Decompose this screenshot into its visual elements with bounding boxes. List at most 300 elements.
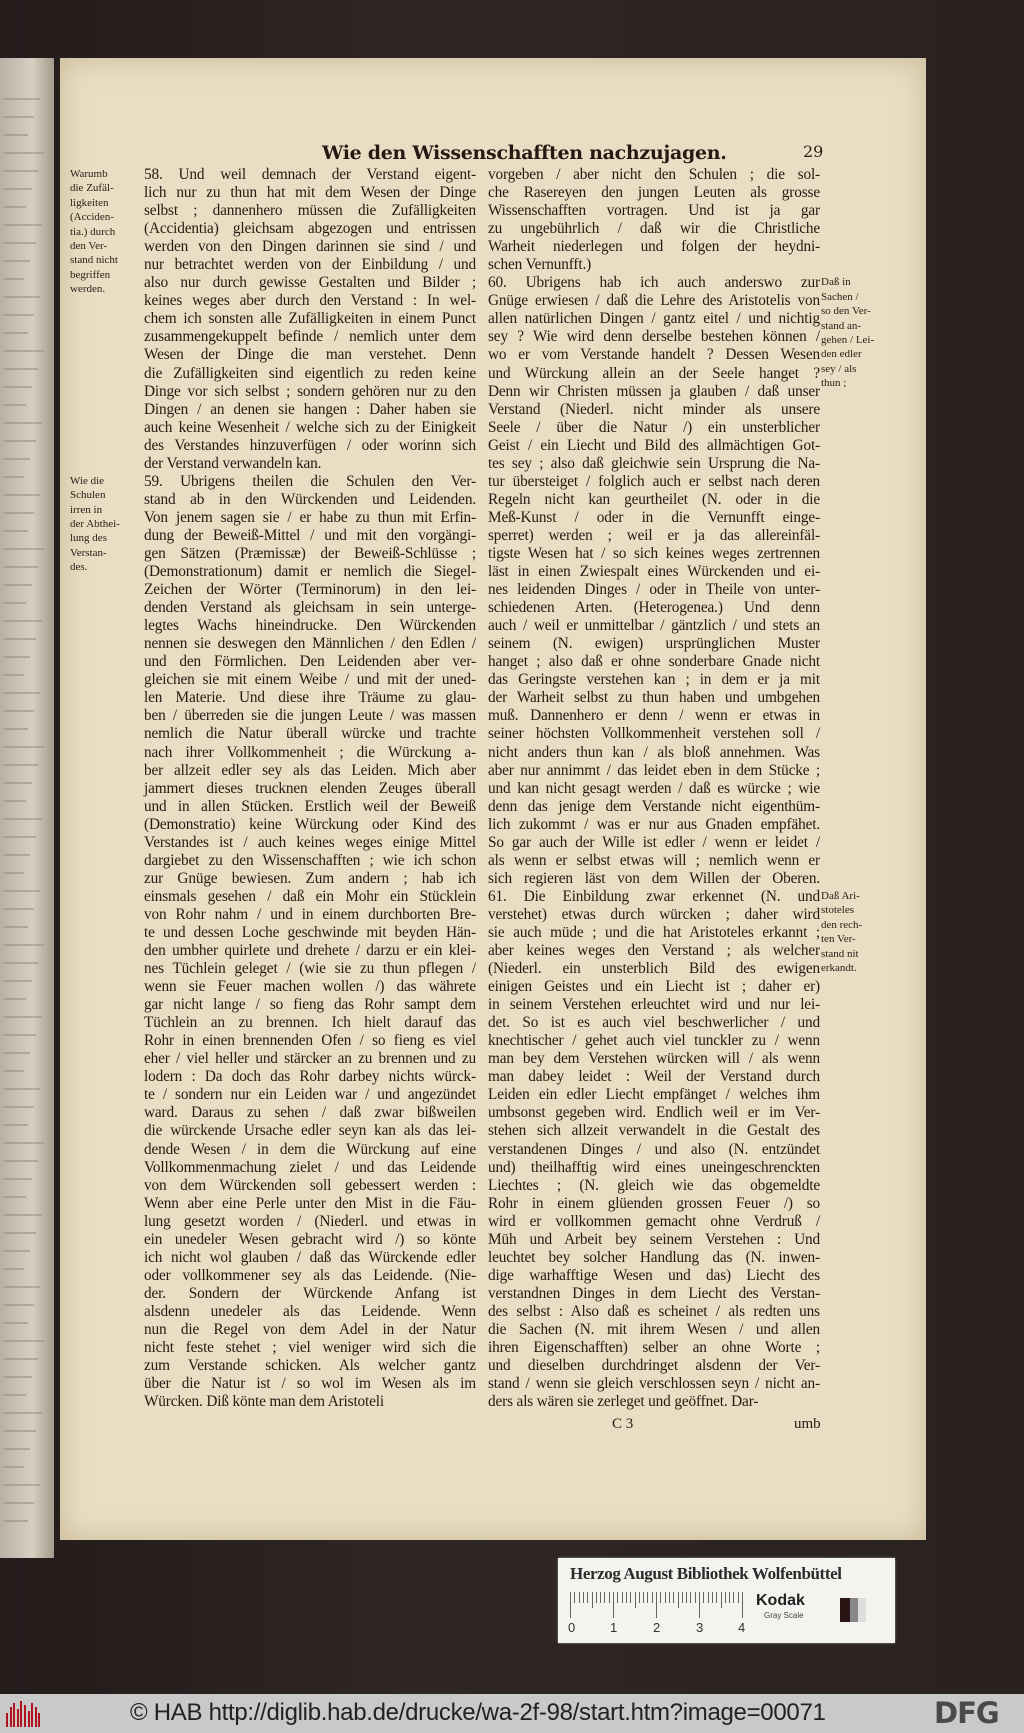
- text-line: nes leidenden Dinges / oder in Theile von unter-: [488, 581, 820, 599]
- margin-note-line: des.: [70, 561, 88, 574]
- text-line: keines weges aber durch den Verstand : In wel-: [144, 292, 476, 310]
- bleed-through-line: [4, 782, 32, 784]
- text-line: nemlich die Natur überall würcke und trachte: [144, 725, 476, 743]
- text-line: und dieselben durchdringet alsdenn der Ver-: [488, 1357, 820, 1375]
- text-line: alsdenn unedeler als das Leidende. Wenn: [144, 1302, 476, 1320]
- text-line: läst in einen Zwiespalt eines Würckenden und ei-: [488, 563, 820, 581]
- text-line: werden von den Dingen darinnen sie sind / und: [144, 238, 476, 256]
- margin-note-line: begriffen: [70, 268, 111, 281]
- text-line: (Demonstrationum) damit er nemlich die Siegel-: [144, 563, 476, 581]
- text-line: in seinem Verstehen erleuchtet wird und nur lei-: [488, 996, 820, 1014]
- bleed-through-line: [4, 350, 44, 352]
- bleed-through-line: [4, 1412, 42, 1414]
- bleed-through-line: [4, 440, 36, 442]
- bleed-through-line: [4, 980, 32, 982]
- bleed-through-line: [4, 1034, 36, 1036]
- text-line: (Accidentia) gleichsam abgezogen und entrissen: [144, 220, 476, 238]
- text-line: leuchtet bey solcher Handlung das (N. inwen-: [488, 1248, 820, 1266]
- text-line: Wissenschafften vortragen. Und ist ja gar: [488, 202, 820, 220]
- text-line: auch / weil er unmittelbar / gäntzlich / und stets an: [488, 617, 820, 635]
- bleed-through-line: [4, 512, 34, 514]
- text-line: Rohr in einem glüenden grossen Feuer /) so: [488, 1194, 820, 1212]
- ruler-tick: [592, 1592, 593, 1608]
- text-line: wo er vom Verstande handelt ? Dessen Wesen: [488, 346, 820, 364]
- bleed-through-line: [4, 926, 28, 928]
- text-line: nicht anders thun kan / als bloß annehmen. Was: [488, 743, 820, 761]
- bleed-through-line: [4, 638, 36, 640]
- bleed-through-line: [4, 1448, 30, 1450]
- margin-note-line: Schulen: [70, 489, 106, 502]
- margin-note-line: (Acciden-: [70, 211, 114, 224]
- scale-ruler: [570, 1592, 745, 1622]
- bleed-through-line: [4, 1142, 44, 1144]
- permalink-url[interactable]: © HAB http://diglib.hab.de/drucke/wa-2f-98/start.htm?image=00071: [130, 1699, 826, 1726]
- ruler-tick: [570, 1592, 571, 1618]
- ruler-number: 0: [568, 1620, 576, 1635]
- ruler-tick: [725, 1592, 726, 1603]
- bleed-through-line: [4, 1520, 28, 1522]
- bleed-through-line: [4, 1376, 32, 1378]
- margin-note-line: erkandt.: [821, 962, 857, 975]
- text-line: umbsonst gegeben wird. Endlich weil er im Ver-: [488, 1104, 820, 1122]
- text-line: ward. Daraus zu sehen / daß zwar bißweilen: [144, 1104, 476, 1122]
- ruler-tick: [579, 1592, 580, 1603]
- ruler-tick: [639, 1592, 640, 1603]
- bleed-through-line: [4, 242, 36, 244]
- ruler-tick: [738, 1592, 739, 1603]
- text-line: det. So ist es auch viel beschwerlicher / und: [488, 1014, 820, 1032]
- text-line: und in allen Stücken. Erstlich weil der Beweiß: [144, 797, 476, 815]
- text-line: Würcken. Diß könte man dem Aristoteli: [144, 1393, 384, 1411]
- margin-note-line: den edler: [821, 348, 862, 361]
- ruler-tick: [733, 1592, 734, 1603]
- running-head: Wie den Wissenschafften nachzujagen.: [322, 142, 727, 164]
- margin-note-left: [70, 474, 136, 575]
- text-line: die Zufälligkeiten sind eigentlich zu reden keine: [144, 364, 476, 382]
- bleed-through-line: [4, 728, 28, 730]
- text-line: nes Tüchlein geleget / (wie sie zu thun pflegen /: [144, 960, 476, 978]
- text-line: zu ungebührlich / daß wir die Christliche: [488, 220, 820, 238]
- text-line: te / sondern nur ein Leiden war / und angezündet: [144, 1086, 476, 1104]
- logo-bar: [24, 1705, 26, 1727]
- bleed-through-line: [4, 566, 38, 568]
- ruler-tick: [703, 1592, 704, 1603]
- margin-note-line: Daß Ari-: [821, 890, 860, 902]
- bleed-through-line: [4, 152, 44, 154]
- text-line: nun die Regel von dem Adel in der Natur: [144, 1321, 476, 1338]
- margin-note-line: stand nit: [821, 947, 859, 960]
- gray-patch-light: [858, 1598, 866, 1622]
- bleed-through-line: [4, 1214, 42, 1216]
- text-line: vorgeben / aber nicht den Schulen ; die sol-: [488, 166, 820, 183]
- bleed-through-line: [4, 1358, 38, 1360]
- bleed-through-line: [4, 1322, 28, 1324]
- text-line: und) theilhafftig wird eines uneingeschrenckten: [488, 1158, 820, 1176]
- bleed-through-line: [4, 278, 24, 280]
- margin-note-line: Verstan-: [70, 546, 107, 559]
- bleed-through-line: [4, 674, 24, 676]
- ruler-tick: [665, 1592, 666, 1603]
- bleed-through-line: [4, 296, 40, 298]
- margin-note-line: sey / als: [821, 362, 857, 375]
- ruler-tick: [721, 1592, 722, 1608]
- text-line: Von jenem sagen sie / er habe zu thun mit Erfin-: [144, 508, 476, 526]
- text-line: Denn wir Christen müssen ja glauben / daß unser: [488, 382, 820, 400]
- text-line: sperret) werden ; weil er ja das allereinfäl-: [488, 526, 820, 544]
- text-line: Vollkommenmachung zielet / und das Leidende: [144, 1158, 476, 1176]
- text-line: Müh und Arbeit bey seinem Verstehen : Und: [488, 1230, 820, 1248]
- text-line: Verstandes ist / auch keines weges einige Mittel: [144, 833, 476, 851]
- page-number: 29: [803, 142, 824, 161]
- margin-note-line: thun ;: [821, 377, 847, 390]
- ruler-tick: [626, 1592, 627, 1603]
- text-line: denden Verstand als gleichsam in sein unterge-: [144, 599, 476, 617]
- margin-note-line: ligkeiten: [70, 196, 109, 209]
- text-line: verstehet) etwas durch würcken ; daher wird: [488, 905, 820, 923]
- text-line: seiner höchsten Vollkommenheit verstehen soll /: [488, 725, 820, 743]
- bleed-through-line: [4, 818, 42, 820]
- bleed-through-line: [4, 1052, 30, 1054]
- text-line: Leiden ein edler Liecht empfänget / welches ihm: [488, 1086, 820, 1104]
- text-line: die würckende Ursache edler seyn kan als das lei-: [144, 1122, 476, 1140]
- color-calibration-card: [558, 1558, 895, 1643]
- bleed-through-line: [4, 314, 34, 316]
- ruler-tick: [647, 1592, 648, 1603]
- margin-note-line: ten Ver-: [821, 933, 856, 946]
- text-line: Warheit niederlegen und folgen der heydni-: [488, 238, 820, 256]
- text-line: dargiebet zu den Wissenschafften ; wie ich schon: [144, 851, 476, 869]
- ruler-tick: [695, 1592, 696, 1603]
- bleed-through-line: [4, 1178, 32, 1180]
- ruler-number: 1: [610, 1620, 618, 1635]
- text-line: 61. Die Einbildung zwar erkennet (N. und: [488, 887, 820, 905]
- book-page: [60, 58, 926, 1540]
- footer-bar: [0, 1694, 1024, 1733]
- bleed-through-line: [4, 458, 30, 460]
- logo-bar: [31, 1703, 33, 1727]
- text-line: sich regieren läst von dem Willen der Oberen.: [488, 869, 820, 887]
- ruler-tick: [716, 1592, 717, 1603]
- margin-note-line: den Ver-: [70, 240, 108, 253]
- text-line: einsmals gesehen / daß ein Mohr ein Stücklein: [144, 887, 476, 905]
- hab-logo-icon: [6, 1701, 46, 1727]
- bleed-through-line: [4, 890, 40, 892]
- gray-scale-label: Gray Scale: [764, 1611, 804, 1620]
- text-line: man bey dem Verstehen würcken will / als wenn: [488, 1050, 820, 1068]
- gray-patch-mid: [850, 1598, 858, 1622]
- margin-note-line: Warumb: [70, 168, 108, 180]
- text-line: lung gesetzt worden / (Niederl. und etwas in: [144, 1212, 476, 1230]
- text-line: stand ab in den Würckenden und Leidenden.: [144, 490, 476, 508]
- margin-note-line: der Abthei-: [70, 518, 120, 531]
- text-line: nennen sie deswegen den Männlichen / den Edlen /: [144, 635, 476, 653]
- text-line: und den Förmlichen. Den Leidenden aber ver-: [144, 653, 476, 671]
- text-line: Gnüge erwiesen / daß die Lehre des Aristotelis von: [488, 292, 820, 310]
- logo-bar: [10, 1707, 12, 1727]
- text-line: einigen Geistes und ein Liecht ist ; daher er): [488, 978, 820, 996]
- ruler-tick: [574, 1592, 575, 1603]
- text-line: ber allzeit edler sey als das Leiden. Mich aber: [144, 761, 476, 779]
- bleed-through-line: [4, 422, 42, 424]
- adjacent-page-edge: [0, 58, 54, 1558]
- text-line: Tüchlein an zu brennen. Ich hielt darauf das: [144, 1014, 476, 1032]
- bleed-through-line: [4, 134, 28, 136]
- bleed-through-line: [4, 962, 38, 964]
- margin-note-line: den rech-: [821, 918, 863, 931]
- ruler-tick: [630, 1592, 631, 1603]
- ruler-tick: [622, 1592, 623, 1603]
- text-line: Zeichen der Wörter (Terminorum) in den lei-: [144, 581, 476, 599]
- margin-note-line: stand nicht: [70, 254, 118, 267]
- logo-bar: [35, 1707, 37, 1727]
- text-line: tigste Wesen hat / so sich keines weges zertrennen: [488, 544, 820, 562]
- bleed-through-line: [4, 530, 28, 532]
- text-line: dung der Beweiß-Mittel / und mit den vorgängi-: [144, 526, 476, 544]
- bleed-through-line: [4, 368, 38, 370]
- bleed-through-line: [4, 710, 34, 712]
- text-line: ein unedeler Wesen gebracht wird /) so könte: [144, 1230, 476, 1248]
- kodak-logo: Kodak: [756, 1592, 805, 1609]
- bleed-through-line: [4, 998, 26, 1000]
- text-line: So gar auch der Wille ist edler / wenn er leidet /: [488, 833, 820, 851]
- text-line: lich nur zu thun hat mit dem Wesen der Dinge: [144, 184, 476, 202]
- text-line: der. Sondern der Würckende Anfang ist: [144, 1284, 476, 1302]
- ruler-tick: [656, 1592, 657, 1618]
- text-line: nicht feste stehet ; viel weniger wird sich die: [144, 1339, 476, 1357]
- bleed-through-line: [4, 656, 30, 658]
- text-line: sey ? Wie wird denn derselbe bestehen können /: [488, 328, 820, 346]
- bleed-through-line: [4, 854, 30, 856]
- text-line: schiedenen Arten. (Heterogenea.) Und denn: [488, 599, 820, 617]
- ruler-tick: [712, 1592, 713, 1603]
- library-name: Herzog August Bibliothek Wolfenbüttel: [570, 1564, 842, 1583]
- margin-note-line: irren in: [70, 503, 103, 516]
- ruler-tick: [600, 1592, 601, 1603]
- text-line: Verstand (Niederl. nicht minder als unsere: [488, 400, 820, 418]
- text-line: ich nicht wol glauben / daß das Würckende edler: [144, 1248, 476, 1266]
- bleed-through-line: [4, 746, 44, 748]
- text-line: den umbher quirlete und drehete / darzu er ein klei-: [144, 942, 476, 960]
- text-line: che Rasereyen den jungen Leuten als grosse: [488, 184, 820, 202]
- ruler-tick: [583, 1592, 584, 1603]
- bleed-through-line: [4, 1070, 24, 1072]
- margin-note-line: lung des: [70, 532, 107, 545]
- bleed-through-line: [4, 944, 44, 946]
- text-line: Meß-Kunst / oder in die Vernunfft einge-: [488, 508, 820, 526]
- text-line: gar nicht lange / so fieng das Rohr sampt dem: [144, 996, 476, 1014]
- bleed-through-line: [4, 800, 26, 802]
- ruler-tick: [699, 1592, 700, 1618]
- bleed-through-line: [4, 584, 32, 586]
- bleed-through-line: [4, 1124, 28, 1126]
- text-line: also nur durch gewisse Gestalten und Bilder ;: [144, 274, 476, 292]
- text-line: nach ihrer Vollkommenheit ; die Würckung a-: [144, 743, 476, 761]
- ruler-tick: [742, 1592, 743, 1618]
- text-line: denn das jenige dem Verstande nicht eigenthüm-: [488, 797, 820, 815]
- ruler-tick: [729, 1592, 730, 1603]
- bleed-through-line: [4, 1484, 40, 1486]
- text-line: ihren Eigenschafften) selber an ohne Worte ;: [488, 1339, 820, 1357]
- ruler-tick: [604, 1592, 605, 1603]
- text-line: der Warheit selbst zu thun haben und umbgehen: [488, 689, 820, 707]
- bleed-through-line: [4, 1286, 40, 1288]
- text-line: tes sey ; also daß gleichwie sein Ursprung die Na-: [488, 454, 820, 472]
- bleed-through-line: [4, 602, 26, 604]
- margin-note-line: so den Ver-: [821, 305, 871, 318]
- bleed-through-line: [4, 1016, 42, 1018]
- text-line: te und dessen Loche geschwinde mit beyden Hän-: [144, 923, 476, 941]
- text-line: sie auch müde ; und die hat Aristoteles erkannt ;: [488, 923, 820, 941]
- text-line: das Geringste verstehen kan ; in dem er ja mit: [488, 671, 820, 689]
- catchword: umb: [794, 1416, 821, 1432]
- gray-patch-dark: [840, 1598, 850, 1622]
- text-line: Regeln nicht kan geurtheilet (N. oder in die: [488, 490, 820, 508]
- bleed-through-line: [4, 188, 32, 190]
- dfg-logo: DFG: [934, 1696, 999, 1730]
- text-line: hanget ; also daß er ohne sonderbare Gnade nicht: [488, 653, 820, 671]
- ruler-number: 4: [738, 1620, 746, 1635]
- text-line: gen Sätzen (Præmissæ) der Beweiß-Schlüsse ;: [144, 544, 476, 562]
- bleed-through-line: [4, 224, 42, 226]
- text-line: Seele / über die Natur /) ein unsterblicher: [488, 418, 820, 436]
- text-line: der Verstand verwandeln kan.: [144, 454, 322, 472]
- text-line: Wenn aber eine Perle unter den Mist in die Fäu-: [144, 1194, 476, 1212]
- margin-note-right: [821, 889, 887, 975]
- text-line: seinem (N. ewigen) ursprünglichen Muster: [488, 635, 820, 653]
- signature-mark: C 3: [612, 1416, 634, 1432]
- bleed-through-line: [4, 98, 40, 100]
- text-line: jammert dieses trucknen elenden Zeuges überall: [144, 779, 476, 797]
- left-text-column: [144, 166, 476, 1411]
- bleed-through-line: [4, 1196, 26, 1198]
- margin-note-left: [70, 167, 136, 297]
- text-line: Wesen der Dinge die man verstehet. Denn: [144, 346, 476, 364]
- ruler-tick: [686, 1592, 687, 1603]
- margin-note-line: Daß in: [821, 276, 851, 289]
- logo-bar: [20, 1701, 22, 1727]
- margin-note-line: die Zufäl-: [70, 182, 114, 195]
- text-line: nur betrachtet werden von der Einbildung / und: [144, 256, 476, 274]
- text-line: des selbst : Also daß es scheinet / als redten uns: [488, 1302, 820, 1320]
- ruler-tick: [613, 1592, 614, 1618]
- text-line: allen natürlichen Dingen / gantz eitel / und nichtig: [488, 310, 820, 328]
- ruler-tick: [660, 1592, 661, 1603]
- bleed-through-line: [4, 1106, 34, 1108]
- bleed-through-line: [4, 260, 30, 262]
- margin-note-right: [821, 275, 887, 390]
- text-line: schen Vernunfft.): [488, 256, 592, 274]
- margin-note-line: Sachen /: [821, 290, 859, 303]
- text-line: 59. Ubrigens theilen die Schulen den Ver-: [144, 472, 476, 490]
- bleed-through-line: [4, 1340, 44, 1342]
- text-line: stand / wenn sie gleich verschlossen seyn / nicht an-: [488, 1375, 820, 1393]
- logo-bar: [13, 1703, 15, 1727]
- text-line: aber nur annimmt / das leidet eben in dem Stücke ;: [488, 761, 820, 779]
- bleed-through-line: [4, 1394, 26, 1396]
- text-line: von dem Würckenden soll gebessert werden :: [144, 1176, 476, 1194]
- text-line: knechtischer / gehet auch viel tunckler zu / wenn: [488, 1032, 820, 1050]
- margin-note-line: Wie die: [70, 474, 105, 487]
- logo-bar: [38, 1713, 40, 1727]
- ruler-tick: [617, 1592, 618, 1603]
- ruler-tick: [596, 1592, 597, 1603]
- ruler-tick: [682, 1592, 683, 1603]
- margin-note-line: stand an-: [821, 319, 862, 332]
- text-line: die Sachen (N. mit ihrem Wesen / und allen: [488, 1321, 820, 1338]
- bleed-through-line: [4, 494, 40, 496]
- bleed-through-line: [4, 170, 38, 172]
- text-line: und Würckung allein an der Seele hanget ?: [488, 364, 820, 382]
- text-line: wird er vollkommen gemacht ohne Verdruß /: [488, 1212, 820, 1230]
- margin-note-line: tia.) durch: [70, 225, 116, 238]
- bleed-through-line: [4, 1268, 24, 1270]
- text-line: lich zukommt / was er nur aus Gnaden empfähet.: [488, 815, 820, 833]
- text-line: dige warhafftige Wesen und das) Liecht des: [488, 1266, 820, 1284]
- text-line: dende Wesen / in dem die Würckung auf eine: [144, 1140, 476, 1158]
- ruler-tick: [669, 1592, 670, 1603]
- text-line: eher / viel heller und stärcker an zu brennen und zu: [144, 1050, 476, 1068]
- text-line: 60. Ubrigens hab ich auch anderswo zur: [488, 274, 820, 292]
- text-line: von Rohr nahm / und in einem durchborten Bre-: [144, 905, 476, 923]
- text-line: ders als wären sie zerleget und geöffnet. Dar-: [488, 1393, 759, 1411]
- ruler-number: 2: [653, 1620, 661, 1635]
- bleed-through-line: [4, 404, 26, 406]
- text-line: ben / überreden sie die jungen Leute / was massen: [144, 707, 476, 725]
- bleed-through-line: [4, 386, 32, 388]
- bleed-through-line: [4, 1160, 38, 1162]
- text-line: man dabey leidet : Weil der Verstand durch: [488, 1068, 820, 1086]
- text-line: oder vollkommener sey als das Leidende. (Nie-: [144, 1266, 476, 1284]
- bleed-through-line: [4, 1088, 40, 1090]
- bleed-through-line: [4, 1502, 34, 1504]
- text-line: über die Natur ist / so wol im Wesen als im: [144, 1375, 476, 1393]
- text-line: zum Verstande schicken. Als welcher gantz: [144, 1357, 476, 1375]
- right-text-column: [488, 166, 820, 1411]
- bleed-through-line: [4, 116, 34, 118]
- ruler-tick: [652, 1592, 653, 1603]
- text-line: gleichen sie mit einem Weibe / und mit der uned-: [144, 671, 476, 689]
- logo-bar: [17, 1709, 19, 1727]
- bleed-through-line: [4, 1250, 30, 1252]
- ruler-tick: [587, 1592, 588, 1603]
- logo-bar: [28, 1711, 30, 1727]
- text-line: chem ich sonsten alle Zufälligkeiten in einem Punct: [144, 310, 476, 328]
- text-line: zusammengekuppelt befinde / nemlich unter dem: [144, 328, 476, 346]
- text-line: lodern : Da doch das Rohr darbey nichts würck-: [144, 1068, 476, 1086]
- bleed-through-line: [4, 620, 42, 622]
- text-line: Liechtes ; (N. gleich wie das obgemeldte: [488, 1176, 820, 1194]
- text-line: des Verstandes hinzuverfügen / oder worinn sich: [144, 436, 476, 454]
- text-line: aber keines weges den Verstand ; als welcher: [488, 942, 820, 960]
- text-line: Geist / ein Liecht und Bild des allmächtigen Got-: [488, 436, 820, 454]
- ruler-tick: [673, 1592, 674, 1603]
- bleed-through-line: [4, 206, 26, 208]
- text-line: wenn sie Feuer machen wollen /) das währete: [144, 978, 476, 996]
- ruler-tick: [609, 1592, 610, 1603]
- text-line: Dinge vor sich selbst ; sondern gehören nur zu den: [144, 382, 476, 400]
- text-line: Dingen / an denen sie hangen : Daher haben sie: [144, 400, 476, 418]
- bleed-through-line: [4, 1430, 36, 1432]
- text-line: und kan nicht gesagt werden / daß es würcke ; wie: [488, 779, 820, 797]
- text-line: verstandnen Dinges in dem Liecht des Verstan-: [488, 1284, 820, 1302]
- text-line: stehen sich allzeit verwandelt in die Gestalt des: [488, 1122, 820, 1140]
- bleed-through-line: [4, 872, 24, 874]
- bleed-through-line: [4, 332, 28, 334]
- ruler-tick: [708, 1592, 709, 1603]
- text-line: tur übersteiget / folglich auch er selbst nach deren: [488, 472, 820, 490]
- text-line: (Niederl. ein unsterblich Bild des ewigen: [488, 960, 820, 978]
- bleed-through-line: [4, 692, 40, 694]
